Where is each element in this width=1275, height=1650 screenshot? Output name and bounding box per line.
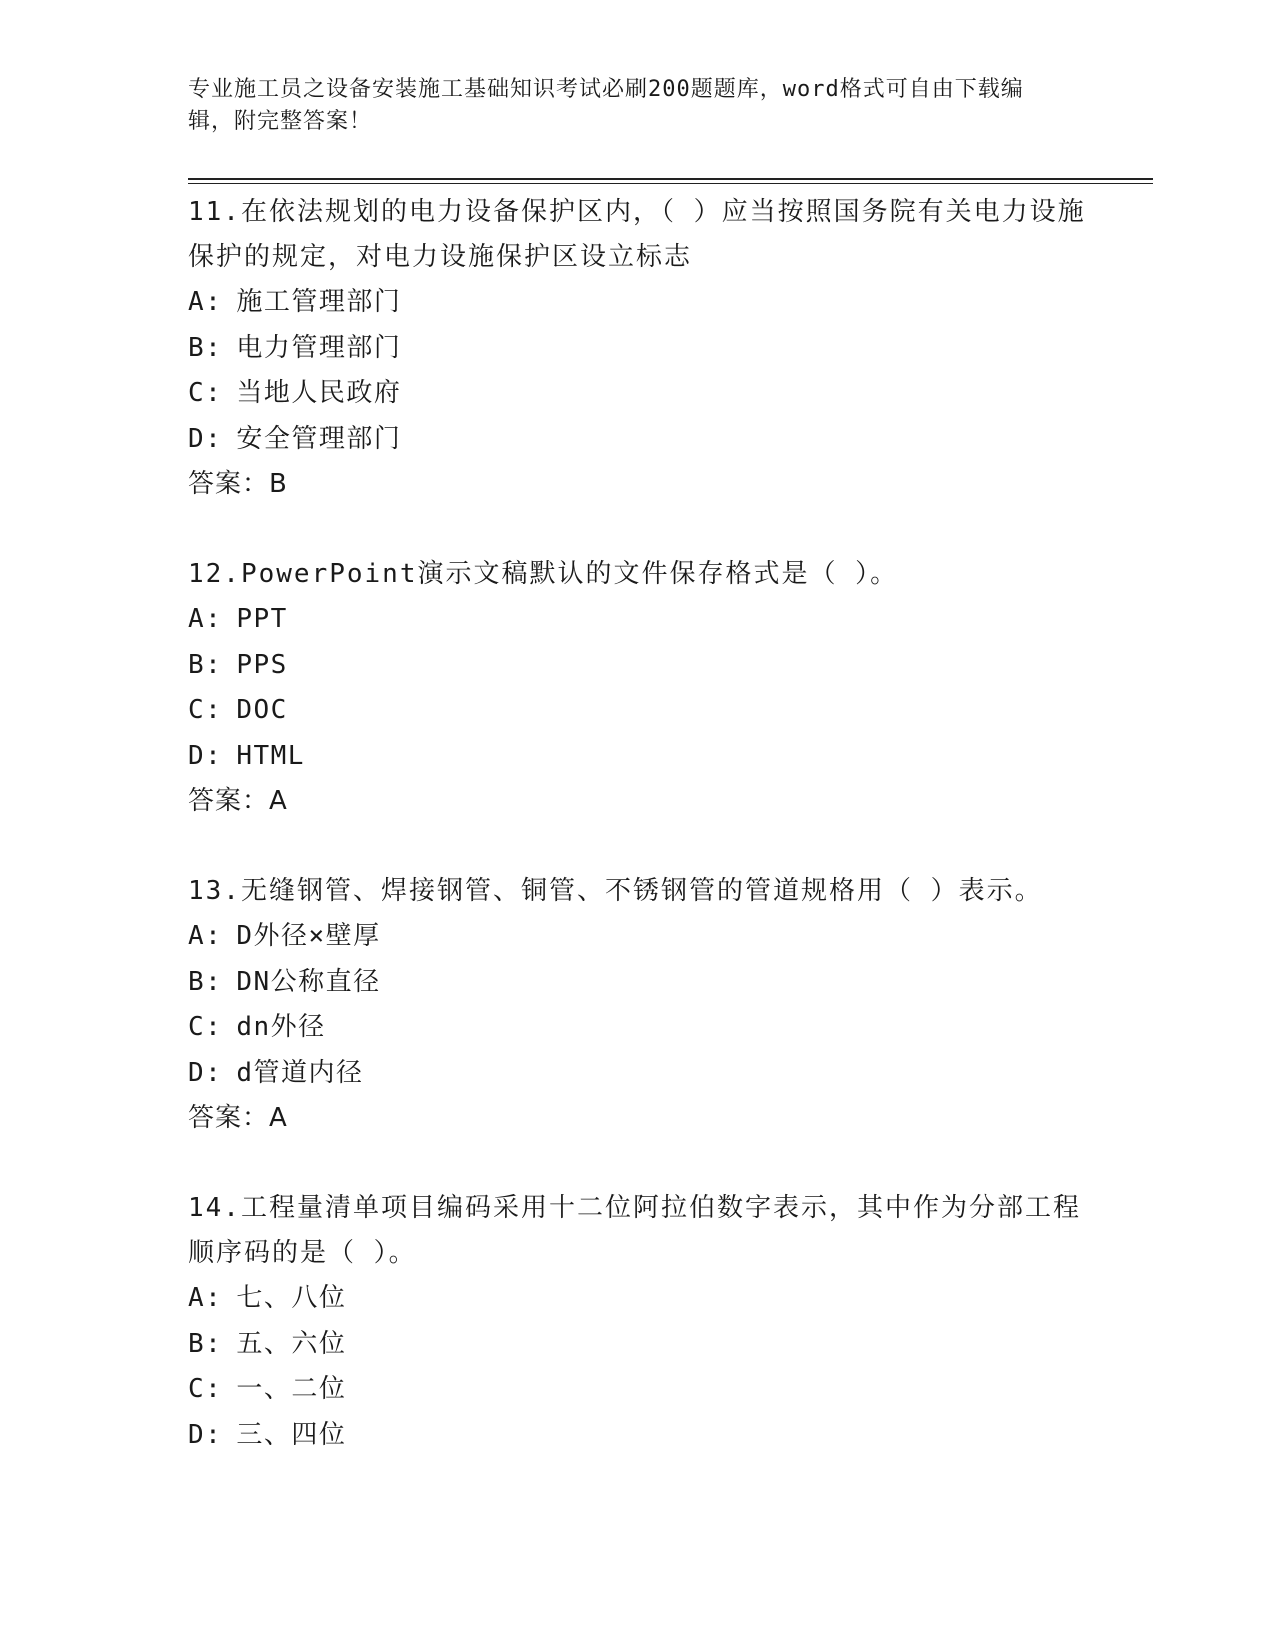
- option-d: [188, 734, 1088, 780]
- question-stem: 11.在依法规划的电力设备保护区内，（ ）应当按照国务院有关电力设施保护的规定，对电力设施保护区设立标志: [188, 197, 1086, 272]
- question-stem: 12.PowerPoint演示文稿默认的文件保存格式是（ ）。: [188, 559, 899, 589]
- option-text: 电力管理部门: [236, 332, 402, 363]
- option-text: 一、二位: [236, 1374, 347, 1404]
- option-letter: D:: [188, 740, 223, 771]
- option-b: [188, 1322, 1088, 1368]
- option-c: [188, 688, 1088, 734]
- option-d: [188, 1051, 1088, 1097]
- option-a: [188, 597, 1088, 643]
- option-text: DN公称直径: [236, 966, 381, 997]
- option-letter: B:: [188, 332, 223, 363]
- option-a: [188, 914, 1088, 960]
- option-letter: D:: [188, 423, 223, 454]
- option-a: [188, 1276, 1088, 1322]
- option-text: PPS: [236, 649, 288, 680]
- option-letter: B:: [188, 649, 223, 680]
- option-letter: A:: [188, 287, 223, 317]
- answer-line: 答案：A: [188, 1103, 288, 1133]
- option-text: 七、八位: [236, 1283, 347, 1313]
- option-text: 安全管理部门: [236, 423, 402, 454]
- option-letter: A:: [188, 604, 223, 634]
- option-letter: B:: [188, 1328, 223, 1359]
- option-letter: A:: [188, 1283, 223, 1313]
- question-11: [188, 190, 1088, 507]
- option-letter: A:: [188, 921, 223, 951]
- option-b: [188, 960, 1088, 1006]
- option-letter: D:: [188, 1419, 223, 1450]
- answer-line: 答案：A: [188, 786, 288, 816]
- option-text: dn外径: [236, 1012, 326, 1042]
- option-a: [188, 280, 1088, 326]
- question-12: [188, 552, 1088, 824]
- option-text: d管道内径: [236, 1057, 364, 1088]
- option-letter: C:: [188, 1374, 223, 1404]
- question-14: [188, 1186, 1088, 1458]
- option-b: [188, 326, 1088, 372]
- question-stem: 14.工程量清单项目编码采用十二位阿拉伯数字表示，其中作为分部工程顺序码的是（ ）。: [188, 1193, 1081, 1268]
- question-list: [188, 190, 1088, 1503]
- option-letter: C:: [188, 378, 223, 408]
- question-stem: 13.无缝钢管、焊接钢管、铜管、不锈钢管的管道规格用（ ）表示。: [188, 876, 1043, 906]
- option-c: [188, 371, 1088, 417]
- option-letter: D:: [188, 1057, 223, 1088]
- option-d: [188, 1413, 1088, 1459]
- option-b: [188, 643, 1088, 689]
- document-header: 专业施工员之设备安装施工基础知识考试必刷200题题库，word格式可自由下载编辑，附完整答案！: [188, 77, 1024, 134]
- option-text: 当地人民政府: [236, 378, 402, 408]
- option-text: DOC: [236, 695, 288, 725]
- option-letter: B:: [188, 966, 223, 997]
- header-divider-thick: [188, 178, 1153, 180]
- option-c: [188, 1005, 1088, 1051]
- question-13: [188, 869, 1088, 1141]
- option-d: [188, 417, 1088, 463]
- option-text: HTML: [236, 740, 305, 771]
- option-text: D外径×壁厚: [236, 921, 381, 951]
- option-text: 三、四位: [236, 1419, 347, 1450]
- option-letter: C:: [188, 1012, 223, 1042]
- option-text: 施工管理部门: [236, 287, 402, 317]
- option-c: [188, 1367, 1088, 1413]
- option-text: PPT: [236, 604, 288, 634]
- option-letter: C:: [188, 695, 223, 725]
- option-text: 五、六位: [236, 1328, 347, 1359]
- answer-line: 答案：B: [188, 469, 288, 499]
- header-divider-thin: [188, 183, 1153, 184]
